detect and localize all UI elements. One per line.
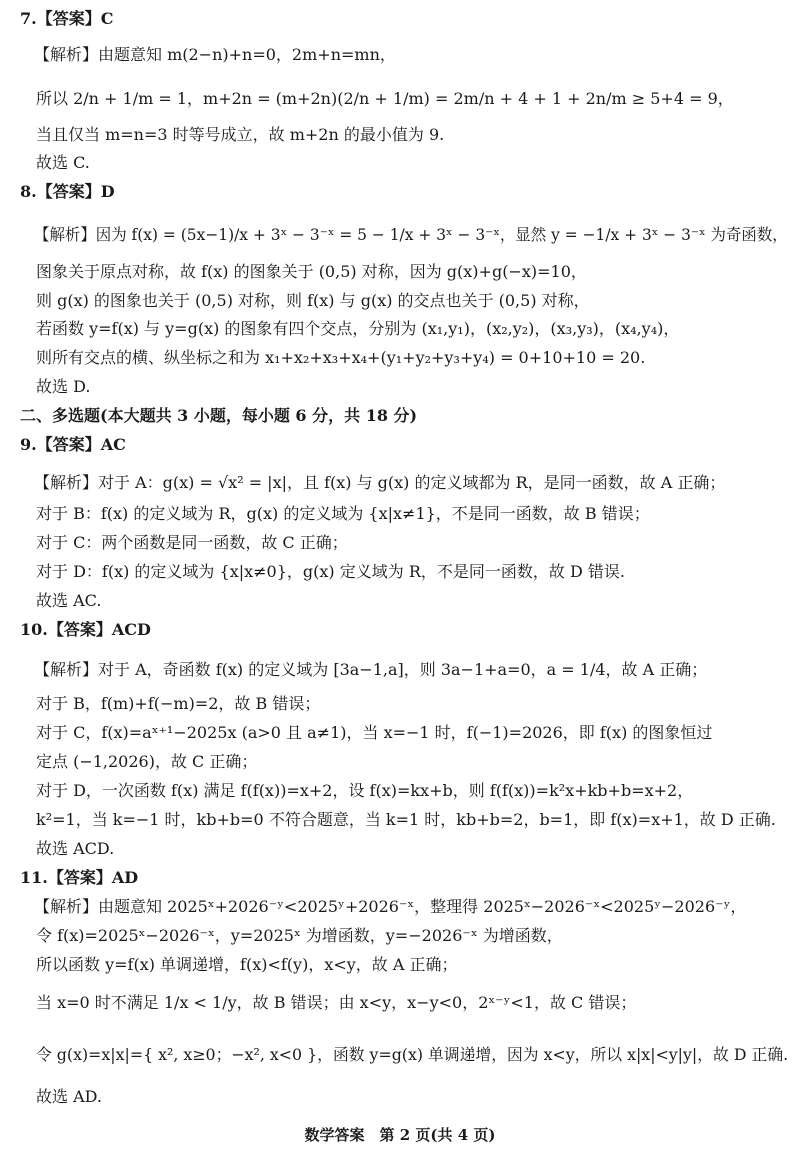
q10-option-a: 【解析】对于 A，奇函数 f(x) 的定义域为 [3a−1,a]，则 3a−1+a=0，a = 1/4，故 A 正确；	[34, 660, 708, 679]
q8-sum: 则所有交点的横、纵坐标之和为 x₁+x₂+x₃+x₄+(y₁+y₂+y₃+y₄) = 0+10+10 = 20.	[36, 348, 646, 367]
q9-choice: 故选 AC.	[36, 591, 102, 610]
q10-option-d-cont: k²=1，当 k=−1 时，kb+b=0 不符合题意，当 k=1 时，kb+b=2，b=1，即 f(x)=x+1，故 D 正确.	[36, 810, 776, 829]
q11-analysis: 【解析】由题意知 2025ˣ+2026⁻ʸ<2025ʸ+2026⁻ˣ，整理得 2025ˣ−2026⁻ˣ<2025ʸ−2026⁻ʸ，	[34, 897, 747, 916]
q9-option-d: 对于 D：f(x) 的定义域为 {x|x≠0}，g(x) 定义域为 R，不是同一函数，故 D 错误.	[36, 562, 625, 581]
q11-option-bc: 当 x=0 时不满足 1/x < 1/y，故 B 错误；由 x<y，x−y<0，2ˣ⁻ʸ<1，故 C 错误；	[36, 993, 637, 1012]
q10-answer: 10.【答案】ACD	[20, 620, 151, 639]
q9-option-c: 对于 C：两个函数是同一函数，故 C 正确；	[36, 533, 348, 552]
q8-analysis: 【解析】因为 f(x) = (5x−1)/x + 3ˣ − 3⁻ˣ = 5 − 1/x + 3ˣ − 3⁻ˣ，显然 y = −1/x + 3ˣ − 3⁻ˣ 为奇函数，	[34, 225, 788, 244]
q11-define-f: 令 f(x)=2025ˣ−2026⁻ˣ，y=2025ˣ 为增函数，y=−2026⁻ˣ 为增函数，	[36, 926, 563, 945]
q7-choice: 故选 C.	[36, 153, 90, 172]
q11-answer: 11.【答案】AD	[20, 868, 139, 887]
q11-option-a: 所以函数 y=f(x) 单调递增，f(x)<f(y)，x<y，故 A 正确；	[36, 955, 458, 974]
q7-equality: 当且仅当 m=n=3 时等号成立，故 m+2n 的最小值为 9.	[36, 125, 445, 144]
q10-option-d: 对于 D，一次函数 f(x) 满足 f(f(x))=x+2，设 f(x)=kx+b，则 f(f(x))=k²x+kb+b=x+2，	[36, 781, 694, 800]
q10-option-c-cont: 定点 (−1,2026)，故 C 正确；	[36, 752, 258, 771]
q9-answer: 9.【答案】AC	[20, 435, 126, 454]
q10-option-b: 对于 B，f(m)+f(−m)=2，故 B 错误；	[36, 694, 321, 713]
q8-answer: 8.【答案】D	[20, 182, 115, 201]
page-footer: 数学答案 第 2 页(共 4 页)	[304, 1126, 496, 1144]
q8-intersections: 若函数 y=f(x) 与 y=g(x) 的图象有四个交点，分别为 (x₁,y₁)，(x₂,y₂)，(x₃,y₃)，(x₄,y₄)，	[36, 319, 680, 338]
q11-choice: 故选 AD.	[36, 1087, 102, 1106]
section-heading: 二、多选题(本大题共 3 小题，每小题 6 分，共 18 分)	[20, 406, 418, 425]
q10-option-c: 对于 C，f(x)=aˣ⁺¹−2025x (a>0 且 a≠1)，当 x=−1 时，f(−1)=2026，即 f(x) 的图象恒过	[36, 723, 713, 742]
q7-analysis: 【解析】由题意知 m(2−n)+n=0，2m+n=mn，	[34, 45, 396, 64]
q11-option-d: 令 g(x)=x|x|={ x², x≥0；−x², x<0 }，函数 y=g(x) 单调递增，因为 x<y，所以 x|x|<y|y|，故 D 正确.	[36, 1045, 789, 1064]
q7-answer: 7.【答案】C	[20, 9, 114, 28]
q9-option-b: 对于 B：f(x) 的定义域为 R，g(x) 的定义域为 {x|x≠1}，不是同一函数，故 B 错误；	[36, 504, 650, 523]
q9-option-a: 【解析】对于 A：g(x) = √x² = |x|，且 f(x) 与 g(x) 的定义域都为 R，是同一函数，故 A 正确；	[34, 473, 726, 492]
q10-choice: 故选 ACD.	[36, 839, 115, 858]
q8-symmetry: 图象关于原点对称，故 f(x) 的图象关于 (0,5) 对称，因为 g(x)+g(−x)=10，	[36, 262, 587, 281]
q8-symmetry-g: 则 g(x) 的图象也关于 (0,5) 对称，则 f(x) 与 g(x) 的交点也关于 (0,5) 对称，	[36, 291, 590, 310]
q8-choice: 故选 D.	[36, 377, 91, 396]
q7-derivation: 所以 2/n + 1/m = 1，m+2n = (m+2n)(2/n + 1/m) = 2m/n + 4 + 1 + 2n/m ≥ 5+4 = 9，	[36, 89, 734, 108]
